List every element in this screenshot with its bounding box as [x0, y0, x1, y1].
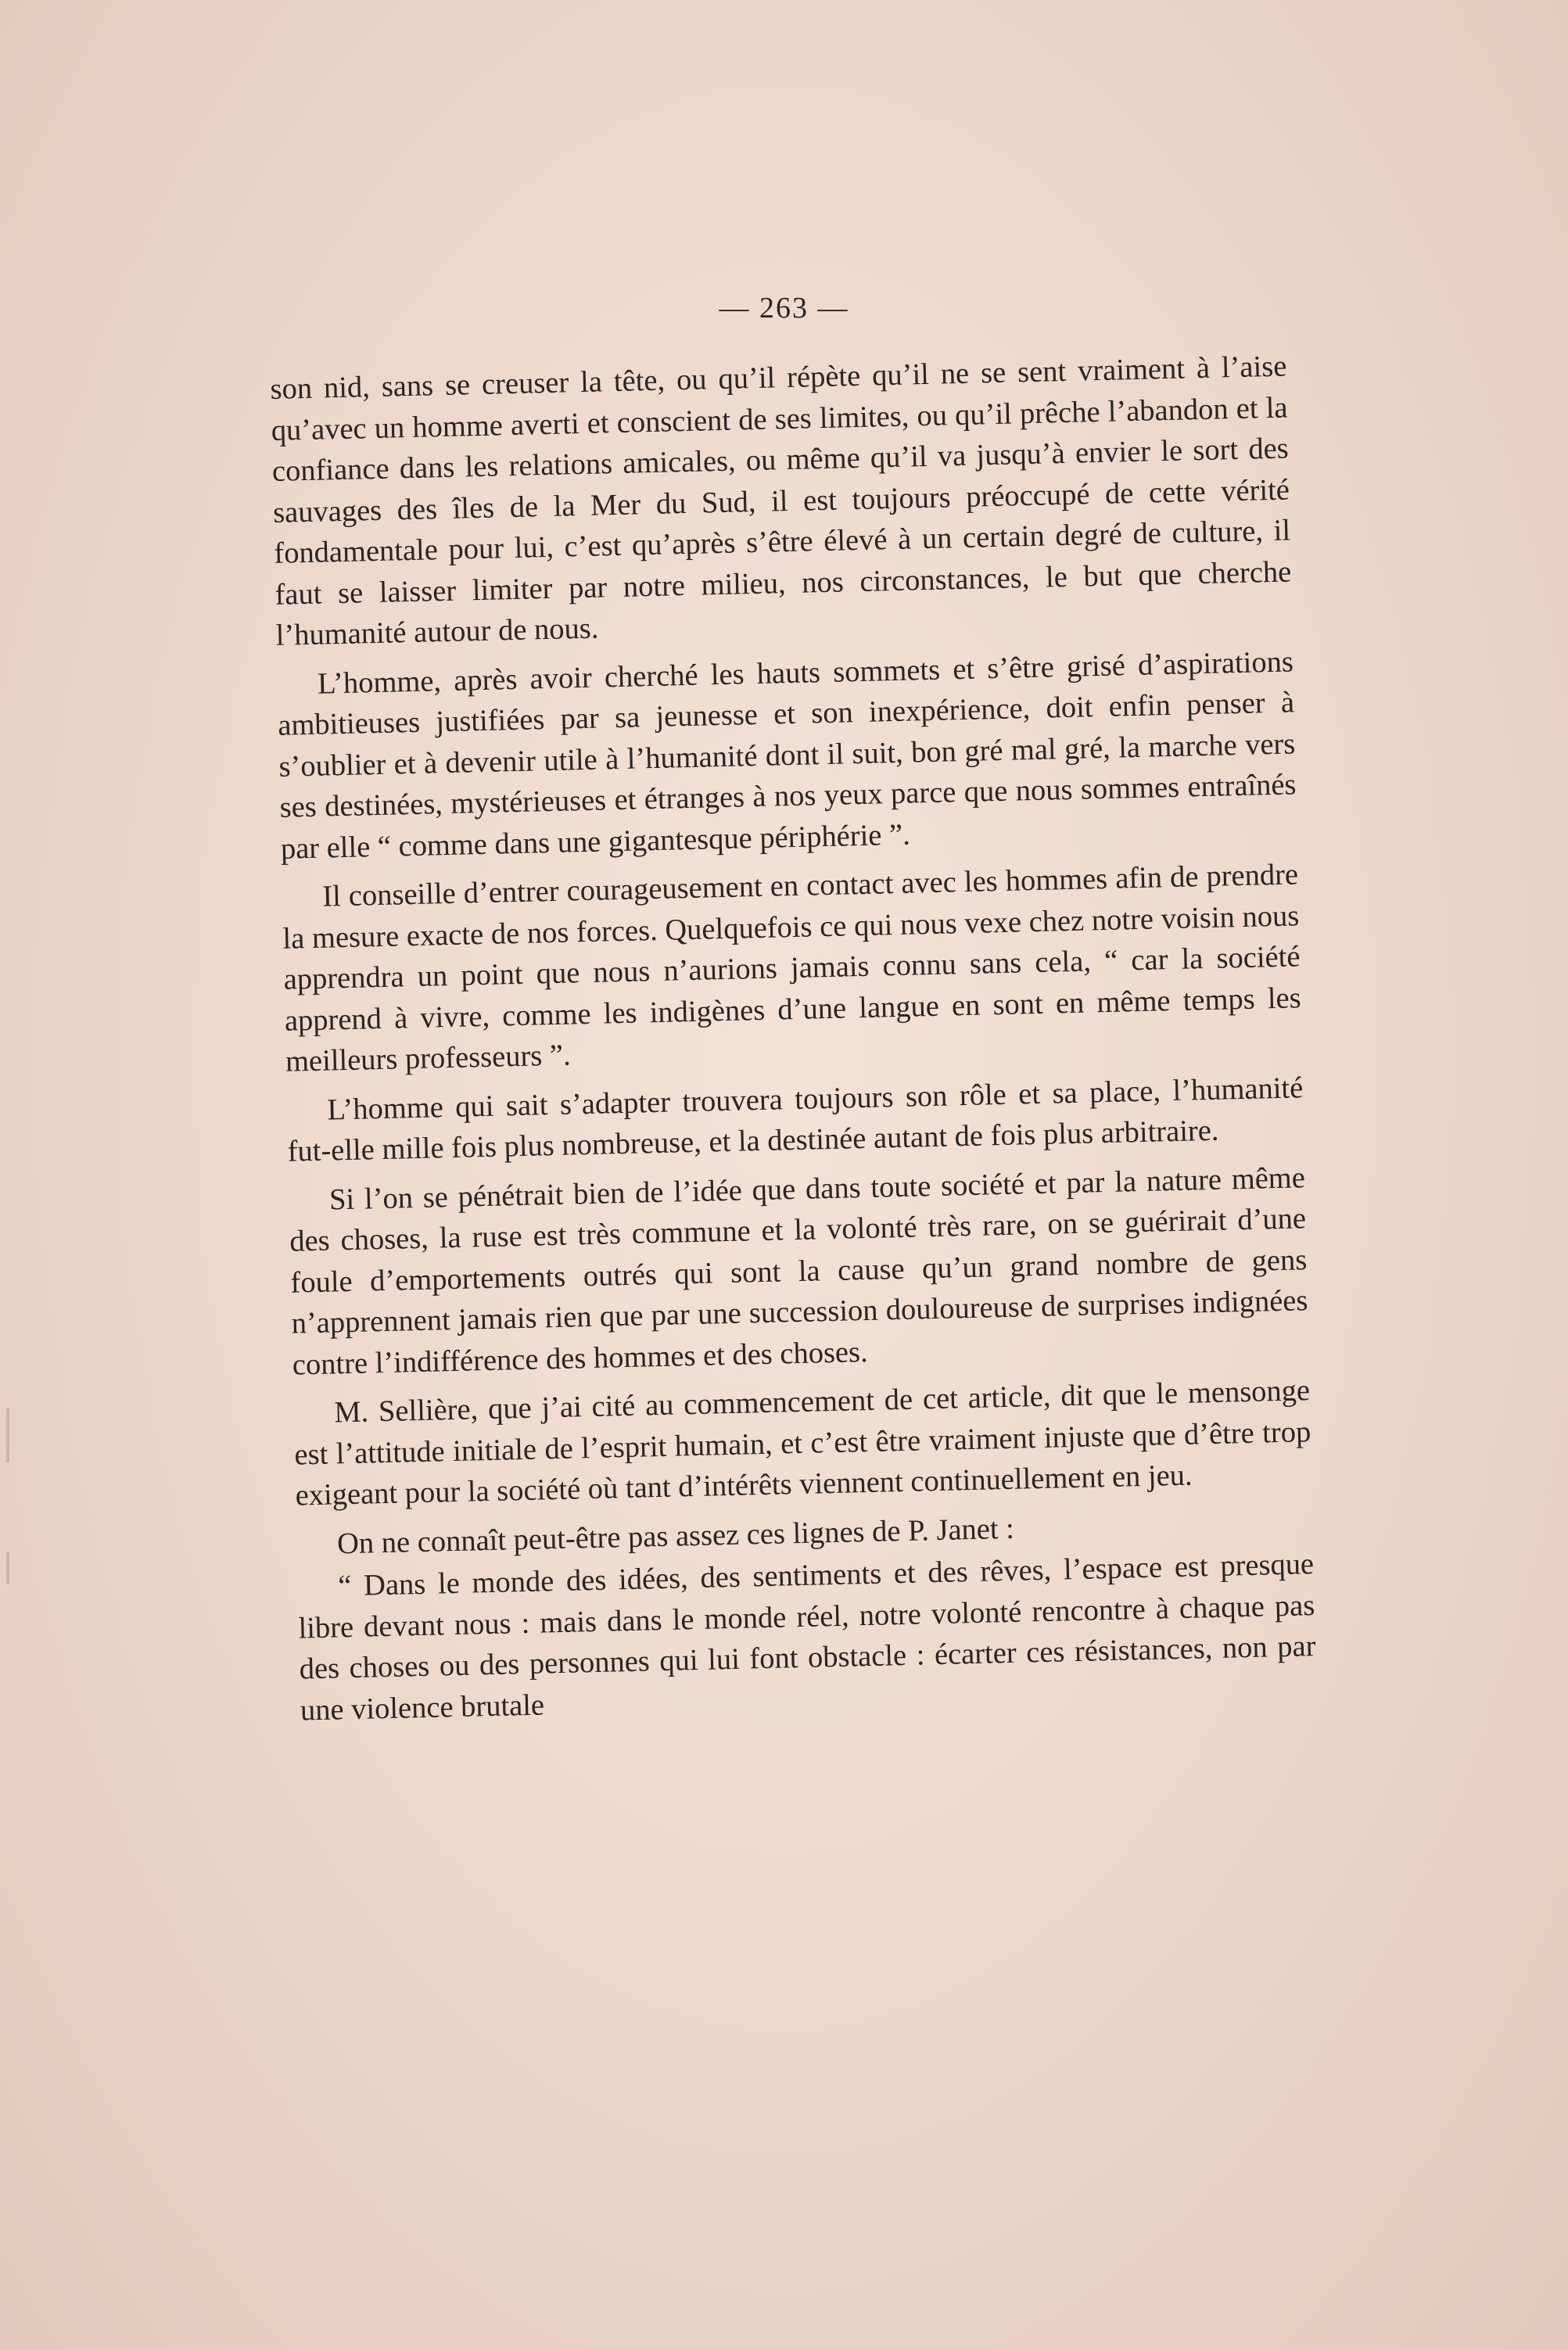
- paragraph: L’homme qui sait s’adapter trouvera toujours son rôle et sa place, l’humanité fut-elle mille fois plus nombreuse, et la destinée autant de fois plus arbitraire.: [287, 1071, 1304, 1168]
- paragraph: On ne connaît peut-être pas assez ces lignes de P. Janet :: [336, 1512, 1015, 1560]
- paragraph: M. Sellière, que j’ai cité au commencement de cet article, dit que le mensonge est l’attitude initiale de l’esprit humain, et c’est être vraiment injuste que d’être trop exigeant pour la société où tant d’intérêts viennent continuellement en jeu.: [294, 1374, 1311, 1512]
- page-edge-mark: [6, 1408, 9, 1462]
- quotation-paragraph: “ Dans le monde des idées, des sentiments et des rêves, l’espace est presque libre devant nous : mais dans le monde réel, notre volonté rencontre à chaque pas des choses ou des personnes qui lui font obstacle : écarter ces résistances, non par une violence brutale: [298, 1548, 1316, 1728]
- paragraph: Il conseille d’entrer courageusement en contact avec les hommes afin de prendre la mesure exacte de nos forces. Quelquefois ce qui nous vexe chez notre voisin nous apprendra un point que nous n’aurions jamais connu sans cela, “ car la société apprend à vivre, comme les indigènes d’une langue en sont en même temps les meilleurs professeurs ”.: [282, 858, 1302, 1078]
- paragraph: son nid, sans se creuser la tête, ou qu’il répète qu’il ne se sent vraiment à l’aise qu’avec un homme averti et conscient de ses limites, ou qu’il prêche l’abandon et la confiance dans les relations amicales, ou même qu’il va jusqu’à envier le sort des sauvages des îles de la Mer du Sud, il est toujours préoccupé de cette vérité fondamentale pour lui, c’est qu’après s’être élevé à un certain degré de culture, il faut se laisser limiter par notre milieu, nos circonstances, le but que cherche l’humanité autour de nous.: [270, 350, 1292, 652]
- page-number: — 263 —: [719, 292, 849, 325]
- body-text: [270, 346, 1317, 1731]
- paragraph: L’homme, après avoir cherché les hauts sommets et s’être grisé d’aspirations ambitieuses justifiées par sa jeunesse et son inexpérience, doit enfin penser à s’oublier et à devenir utile à l’humanité dont il suit, bon gré mal gré, la marche vers ses destinées, mystérieuses et étranges à nos yeux parce que nous sommes entraînés par elle “ comme dans une gigantesque périphérie ”.: [277, 644, 1297, 866]
- paragraph: Si l’on se pénétrait bien de l’idée que dans toute société et par la nature même des choses, la ruse est très commune et la volonté très rare, on se guérirait d’une foule d’emportements outrés qui sont la cause qu’un grand nombre de gens n’apprennent jamais rien que par une succession douloureuse de surprises indignées contre l’indifférence des hommes et des choses.: [289, 1161, 1308, 1382]
- page-edge-mark: [6, 1552, 9, 1584]
